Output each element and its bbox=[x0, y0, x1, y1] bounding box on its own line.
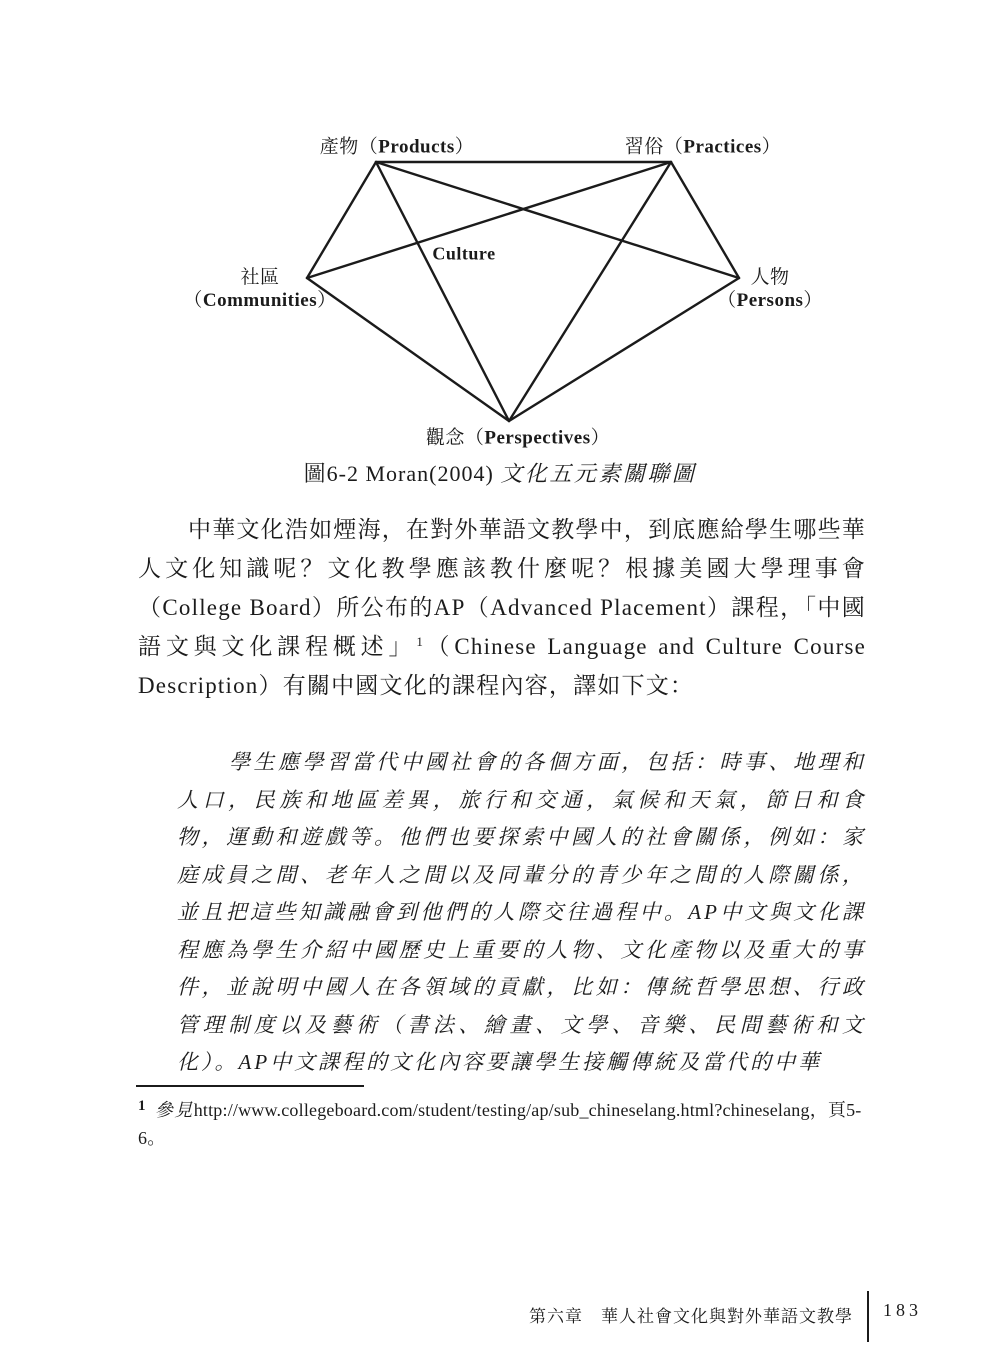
figure-caption-title: 文化五元素關聯圖 bbox=[500, 461, 697, 486]
block-quote: 學生應學習當代中國社會的各個方面，包括：時事、地理和人口，民族和地區差異，旅行和交通，氣候和天氣，節日和食物，運動和遊戲等。他們也要探索中國人的社會關係，例如：家庭成員之間、老年人之間以及同輩分的青少年之間的人際關係，並且把這些知識融會到他們的人際交往過程中。AP中文與文化課程應為學生介紹中國歷史上重要的人物、文化產物以及重大的事件，並說明中國人在各領域的貢獻，比如：傳統哲學思想、行政管理制度以及藝術（書法、繪畫、文學、音樂、民間藝術和文化）。AP中文課程的文化內容要讓學生接觸傳統及當代的中華 bbox=[177, 750, 866, 1074]
footnote-marker: 1 bbox=[138, 1098, 146, 1114]
node-communities: 社區 （Communities） bbox=[183, 267, 337, 311]
node-practices-en: Practices bbox=[683, 136, 762, 158]
footer-divider bbox=[867, 1291, 869, 1342]
footnote-url: http://www.collegeboard.com/student/testing/ap/sub_chineselang.html?chineselang bbox=[193, 1100, 810, 1120]
node-communities-en: Communities bbox=[202, 290, 318, 311]
node-communities-zh: 社區 bbox=[240, 267, 280, 288]
figure-caption bbox=[0, 457, 1000, 488]
diagram-edges bbox=[0, 0, 1000, 460]
footer-page-number: 183 bbox=[883, 1300, 922, 1320]
node-persons: 人物 （Persons） bbox=[717, 267, 823, 311]
footer-chapter-title: 第六章 華人社會文化與對外華語文教學 bbox=[529, 1307, 853, 1326]
node-products: 產物（Products） bbox=[319, 136, 475, 158]
figure-caption-number: 圖6-2 Moran(2004) bbox=[303, 461, 501, 486]
footnote-divider bbox=[136, 1085, 364, 1087]
node-perspectives: 觀念（Perspectives） bbox=[425, 427, 611, 449]
figure-6-2 bbox=[0, 0, 1000, 500]
node-perspectives-en: Perspectives bbox=[484, 427, 591, 449]
node-persons-en: Persons bbox=[736, 290, 804, 311]
node-practices-zh: 習俗 bbox=[624, 136, 664, 158]
culture-center-label: Culture bbox=[432, 243, 496, 264]
footnote-reference: 1 bbox=[416, 634, 423, 649]
footnote: $^1$ 參見http://www.collegeboard.com/student/testing/ap/sub_chineselang.html?chineselang，頁5-6。 bbox=[138, 1098, 862, 1148]
node-persons-zh: 人物 bbox=[750, 267, 790, 288]
intro-paragraph: 中華文化浩如煙海，在對外華語文教學中，到底應給學生哪些華人文化知識呢？文化教學應該教什麼呢？根據美國大學理事會（College Board）所公布的AP（Advanced Placement）課程，「中國語文與文化課程概述」$^1$（Chinese Language and Culture Course Description）有關中國文化的課程內容，譯如下文： bbox=[138, 517, 866, 698]
node-practices: 習俗（Practices） bbox=[624, 136, 782, 158]
node-perspectives-zh: 觀念 bbox=[425, 427, 465, 449]
node-products-en: Products bbox=[378, 136, 455, 158]
node-products-zh: 產物 bbox=[319, 136, 359, 158]
